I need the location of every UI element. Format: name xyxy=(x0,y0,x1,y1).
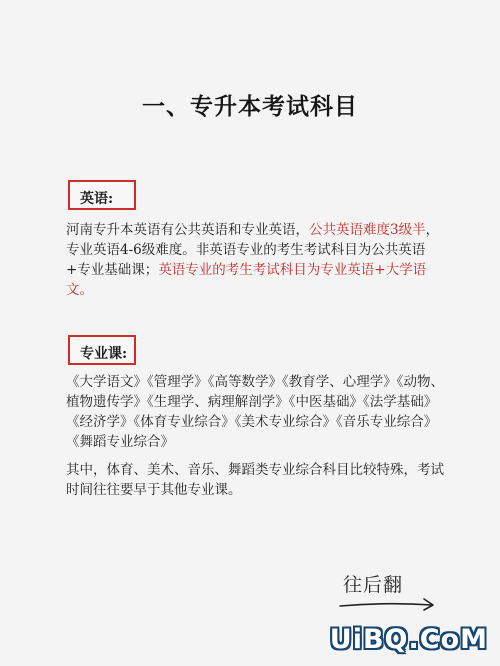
major-section-label-box xyxy=(68,335,136,365)
english-section-label: 英语: xyxy=(80,191,114,207)
english-highlight-difficulty: 公共英语难度3级半 xyxy=(309,222,426,238)
english-paragraph xyxy=(66,220,446,300)
english-section-label-box xyxy=(68,180,136,210)
major-courses-paragraph: 《大学语文》《管理学》《高等数学》《教育学、心理学》《动物、植物遗传学》《生理学、病理解剖学》《中医基础》《法学基础》《经济学》《体育专业综合》《美术专业综合》《音乐专业综合》《舞蹈专业综合》 xyxy=(66,374,444,450)
turn-page-text: 往后翻 xyxy=(343,574,404,596)
english-text-part1: 河南专升本英语有公共英语和专业英语， xyxy=(66,222,309,238)
english-highlight-major-subjects: 英语专业的考生考试科目为专业英语+大学语文。 xyxy=(66,262,427,298)
site-watermark: UiBQ.CoM xyxy=(329,624,488,655)
turn-page-arrow-icon xyxy=(338,594,438,612)
english-text-part3: ，专业英语4-6级难度。非英语专业的考生考试科目为公共英语+专业基础课； xyxy=(66,222,440,278)
major-note-paragraph: 其中，体育、美术、音乐、舞蹈类专业综合科目比较特殊，考试时间往往要早于其他专业课。 xyxy=(66,462,444,498)
major-section-label: 专业课: xyxy=(80,346,128,362)
page-title: 一、专升本考试科目 xyxy=(142,93,358,120)
